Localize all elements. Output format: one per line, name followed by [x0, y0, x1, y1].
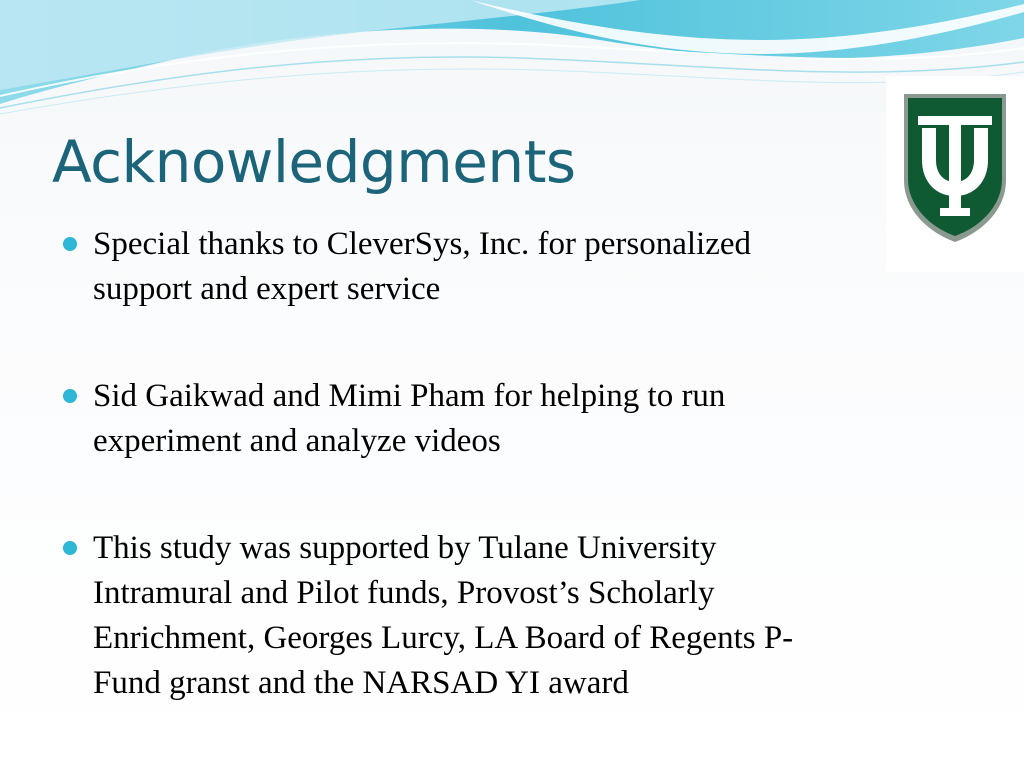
- slide-title: Acknowledgments: [52, 128, 576, 196]
- bullet-icon: [63, 541, 77, 555]
- bullet-line: Sid Gaikwad and Mimi Pham for helping to run: [93, 378, 726, 414]
- list-item: [60, 222, 940, 312]
- acknowledgment-list: [60, 222, 940, 706]
- bullet-icon: [63, 389, 77, 403]
- bullet-icon: [63, 237, 77, 251]
- bullet-line: Fund granst and the NARSAD YI award: [93, 665, 629, 701]
- list-item: [60, 374, 940, 464]
- header-wave-decoration: [0, 0, 1024, 130]
- bullet-line: This study was supported by Tulane University: [93, 530, 717, 566]
- bullet-line: Enrichment, Georges Lurcy, LA Board of Regents P-: [93, 620, 794, 656]
- bullet-line: support and expert service: [93, 271, 441, 307]
- bullet-line: Intramural and Pilot funds, Provost’s Scholarly: [93, 575, 715, 611]
- bullet-line: Special thanks to CleverSys, Inc. for personalized: [93, 226, 751, 262]
- list-item: [60, 526, 940, 706]
- bullet-line: experiment and analyze videos: [93, 423, 501, 459]
